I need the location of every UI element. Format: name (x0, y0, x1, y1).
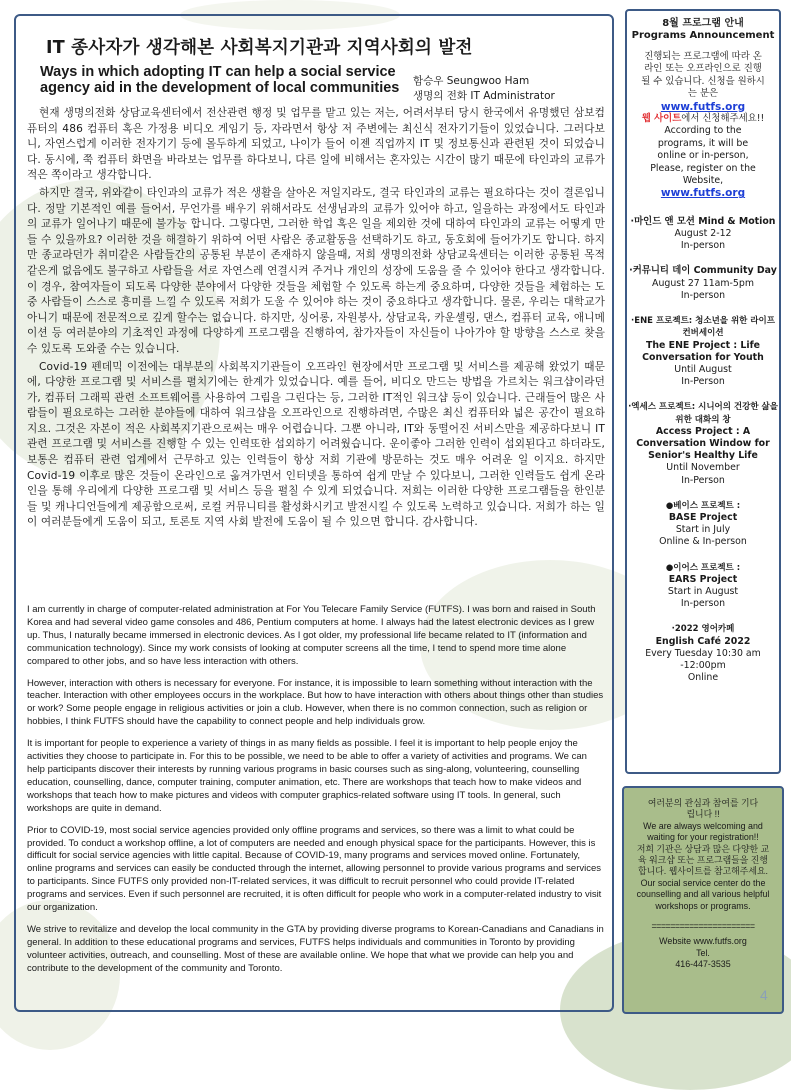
korean-paragraph: 하지만 결국, 위와같이 타인과의 교류가 적은 생활을 살아온 저일지라도, 결국 타인과의 교류는 필요하다는 것이 결론입니다. 정말 기본적인 예를 들어서, 무언가를 배우기 위해서라도 선생님과의 교류가 있어야 하고, 일을하는 과정에서도 타인과의 교류가 일어나기 때문에 불가능 합니다. 그렇다면, 그러한 학업 혹은 일을 제외한 것에 대하여 타인과의 교류는 어떻게 만들 수 있을까요? 이러한 것을 해결하기 위하여 어떤 사람은 종교활동을 선택하기도 하고, 동호회에 들어가기도 합니다. 하지만 종교라던가 취미같은 사람들간의 공통된 부분이 존재하지 않을때, 저희 생명의전화 상담교육센터는 이러한 공통된 목적 같은게 없음에도 불구하고 사람들을 서로 자연스레 연결시켜 주거나 개인의 성장에 도움을 줄 수 있어야 한다고 생각합니다. 이 경우, 참여자들이 되도록 다양한 분야에서 다양한 것들을 체험할 수 있도록 하는게 중요하며, 다양한 것들을 체험하는 도중 사람들이 스스로 흥미를 느낄 수 있도록 저희가 도울 수 있어야 하는 것이 중요하다고 생각합니다. 물론, 우리는 대학교가 아니기 때문에 전문적으로 깊게 할수는 없습니다. 하지만, 싱어롱, 자원봉사, 상담교육, 카운셀링, 댄스, 컴퓨터 교육, 애니메이션 등 여러분야의 기초적인 과정에 다양하게 프로그램을 진행하여, 참가자들이 자신들이 나아가야 할 방향을 스스로 찾을 수 있도록 도와줄 수는 있습니다. (27, 186, 605, 355)
notice-en-1: We are always welcoming and waiting for your registration!! (643, 820, 763, 843)
program-mode: In-person (680, 289, 726, 301)
program-mode: In-Person (681, 474, 725, 486)
notice-ko-1: 여러분의 관심과 참여를 기다립니다 !! (647, 798, 759, 820)
english-paragraph: However, interaction with others is necessary for everyone. For instance, it is impossible to learn something without interaction with the teacher. Interaction with other employees occurs in the workplace. But how to have interaction with others about things other than studies or work? Some people engage in religious activities or join a club. However, when there is no common connection, such as religion or hobbies, I think FUTFS should have the capability to connect people and help individuals grow. (27, 677, 604, 728)
notice-ko-2: 저희 기관은 상담과 많은 다양한 교육 워크샵 또는 프로그램들을 진행합니다. 웹사이트를 참고해주세요. (636, 843, 770, 877)
program-base (627, 500, 779, 549)
website-link[interactable]: www.futfs.org (660, 187, 746, 200)
program-title-ko: ·2022 영어카페 (671, 624, 735, 635)
english-body (27, 604, 605, 985)
article-title: IT 종사자가 생각해본 사회복지기관과 지역사회의 발전 (46, 38, 473, 58)
korean-paragraph: 현재 생명의전화 상담교육센터에서 전산관련 행정 및 업무를 맡고 있는 저는, 어려서부터 당시 한국에서 유명했던 삼보컴퓨터의 486 컴퓨터 혹은 가정용 비디오 게임기 등, 자라면서 항상 저 주변에는 최신식 전자기기들이 있었습니다. 그러다보니, 자연스럽게 이러한 전자기기 등에 몰두하게 되었고, 나이가 들어 이젠 직업까지 IT 및 정보통신과 관련된 것이 되었습니다. 동시에, 쭉 컴퓨터 화면을 바라보는 업무를 하다보니, 다른 일에 비해서는 혼자있는 시간이 많기 때문에 타인과의 교류가 적은 쪽이라고 생각합니다. (27, 107, 605, 182)
korean-body (27, 106, 605, 533)
program-title: EARS Project (668, 573, 738, 585)
program-date: Start in July (675, 524, 731, 536)
program-title-ko: ●베이스 프로젝트 : (665, 500, 741, 511)
program-title: Access Project : A Conversation Window for Senior's Healthy Life (636, 425, 770, 462)
program-title: English Café 2022 (655, 635, 751, 647)
article-subtitle: Ways in which adopting IT can help a social service agency aid in the development of local communities (40, 64, 400, 96)
notice-box (622, 786, 784, 1014)
intro-ko: 진행되는 프로그램에 따라 온라인 또는 오프라인으로 진행될 수 있습니다. 신청을 원하시는 분은 (641, 51, 765, 100)
sidebar-header-ko: 8월 프로그램 안내 (662, 18, 744, 29)
program-access (627, 401, 779, 486)
program-title: ·커뮤니티 데이 Community Day (629, 265, 777, 277)
author-block (413, 74, 555, 104)
english-paragraph: Prior to COVID-19, most social service agencies provided only offline programs and services, so there was a limit to what could be provided. To conduct a workshop offline, a lot of computers are needed and enough physical space for the participants. However, this is difficult for social service agencies with little capital. Because of COVID-19, many programs and services moved online. Fortunately, online programs and services can easily be conducted through the internet, allowing personnel to provide various programs and services to participants. Since FUTFS only provided non-IT-related services, it was difficult to recruit personnel who could provide IT-related programs and services. Even if such personnel are recruited, it is often difficult for people who work in a computer-related industry to visit our organization. (27, 824, 602, 914)
program-sidebar (625, 9, 781, 774)
program-title-ko: ●이어스 프로젝트 : (665, 562, 741, 573)
author-name: 함승우 Seungwoo Ham (413, 75, 530, 87)
english-paragraph: We strive to revitalize and develop the local community in the GTA by providing diverse programs to Korean-Canadians and Canadians in general. In addition to these educational programs and services, FUTFS helps individuals and communities in Toronto by providing volunteer activities, outreach, and counselling. Most of these are available online. We hope that what we provide can help you and contribute to the development of the community and Toronto. (27, 923, 604, 974)
notice-tel-label: Tel. (696, 947, 710, 958)
sidebar-header (627, 18, 779, 42)
program-date: Until August (674, 363, 732, 375)
sidebar-header-en: Programs Announcement (631, 30, 775, 41)
program-date: August 2-12 (674, 228, 732, 240)
program-ene (627, 315, 779, 388)
program-mode: In-Person (681, 376, 725, 388)
program-community-day (627, 265, 779, 302)
english-paragraph: It is important for people to experience a variety of things in as many fields as possible. I feel it is important to help people enjoy the activities they choose to participate in. For this to be possible, we need to be able to offer a variety of activities and programs. We can help participants discover their interests by running various programs in basic courses such as sing-along, volunteering, counselling education, counselling, dance, computer training, computer animation, etc. There are workshops that teach how to make videos and workshops that teach how to make pictures and videos with computer graphics-related software using IT tools. In general, such workshops are quite in demand. (27, 738, 587, 814)
notice-tel: 416-447-3535 (675, 959, 731, 970)
program-date: Start in August (667, 585, 739, 597)
notice-website[interactable]: Website www.futfs.org (659, 936, 747, 947)
english-paragraph: I am currently in charge of computer-related administration at For You Telecare Family Service (FUTFS). I was born and raised in South Korea and had several video game consoles and 486, Pentium computers at home. I always had the latest electronic devices as I grew up. Thus, I naturally became immersed in electronic devices. As I got older, my professional life became related to IT (information and communication technology). Since my work consists of looking at computer screens all the time, I tend to spend more time alone compared to other jobs, and so have less interaction with others. (27, 604, 596, 667)
program-mode: Online & In-person (659, 536, 747, 548)
program-ears (627, 562, 779, 611)
website-link[interactable]: www.futfs.org (660, 100, 746, 113)
program-title: ·마인드 앤 모션 Mind & Motion (630, 215, 776, 227)
page-number: 4 (760, 987, 768, 1003)
intro-en: According to the programs, it will be online or in-person, Please, register on the Website, (650, 125, 756, 187)
notice-en-2: Our social service center do the counselling and all various helpful workshops or programs. (636, 877, 770, 911)
sidebar-intro (627, 51, 779, 200)
program-title: BASE Project (668, 511, 738, 523)
program-title-ko: ·ENE 프로젝트: 청소년을 위한 라이프 컨버세이션 (631, 316, 775, 339)
program-mode: In-person (680, 240, 726, 252)
web-label: 웹 사이트 (641, 113, 682, 125)
intro-ko-tail: 에서 신청해주세요!! (681, 113, 765, 125)
program-date: Every Tuesday 10:30 am -12:00pm (645, 647, 761, 671)
author-role: 생명의 전화 IT Administrator (413, 90, 555, 102)
notice-separator: ====================== (651, 921, 755, 932)
program-date: August 27 11am-5pm (652, 277, 754, 289)
korean-paragraph: Covid-19 펜데믹 이전에는 대부분의 사회복지기관들이 오프라인 현장에서만 프로그램 및 서비스를 제공해 왔었기 때문에, 다양한 프로그램 및 서비스를 펼치기에는 한계가 있었습니다. 예를 들어, 비디오 만드는 방법을 가르치는 워크샵이라던가, 컴퓨터 그래픽 관련 소프트웨어를 사용하여 그림을 그린다는 등, 그러한 IT적인 워크샵 등이 있습니다. 근래들어 많은 사람들이 필요로하는 그러한 분야들에 대하여 워크샵을 오프라인으로 진행하려면, 수많은 최신 컴퓨터와 넓은 공간이 필요하지요. 그것은 자본이 적은 사회복지기관으로써는 매우 어렵습니다. 그뿐 아니라, IT와 동떨어진 서비스만을 제공하다보니 IT관련 프로그램 및 서비스를 진행할 수 있는 인력또한 섭외하기 어려웠습니다. 운이좋아 그러한 인력이 섭외된다고 하더라도, 보통은 컴퓨터 관련 업계에서 근무하고 있는 인력들이 항상 저희 기관에 방문하는 것도 매우 어려운 일 이지요. 하지만 Covid-19 이후로 많은 것들이 온라인으로 옮겨가면서 인터넷을 통하여 쉽게 만날 수 있다보니, 그러한 인력들도 쉽게 온라인을 통해 우리에게 다양한 프로그램 및 서비스 등을 펼칠 수 있게 되었습니다. 저희는 이러한 다양한 프로그램들을 한인분들 및 캐나디언들에게 제공함으로써, 로컬 커뮤니티를 활성화시키고 발전시킬 수 있도록 노력하고 있습니다. 저희가 하는 일이 여러분들에게 도움이 되고, 토론토 지역 사회 발전에 도움이 될 수 있으면 합니다. 감사합니다. (27, 360, 605, 529)
program-english-cafe (627, 623, 779, 684)
program-title: The ENE Project : Life Conversation for Youth (642, 339, 764, 363)
program-date: Until November (666, 462, 740, 474)
intro-ko-tail-line (641, 113, 765, 125)
program-mode: In-person (680, 598, 726, 610)
program-title-ko: ·엑세스 프로젝트: 시니어의 건강한 삶을 위한 대화의 창 (628, 402, 778, 425)
program-mind-motion (627, 216, 779, 253)
program-mode: Online (687, 672, 719, 684)
